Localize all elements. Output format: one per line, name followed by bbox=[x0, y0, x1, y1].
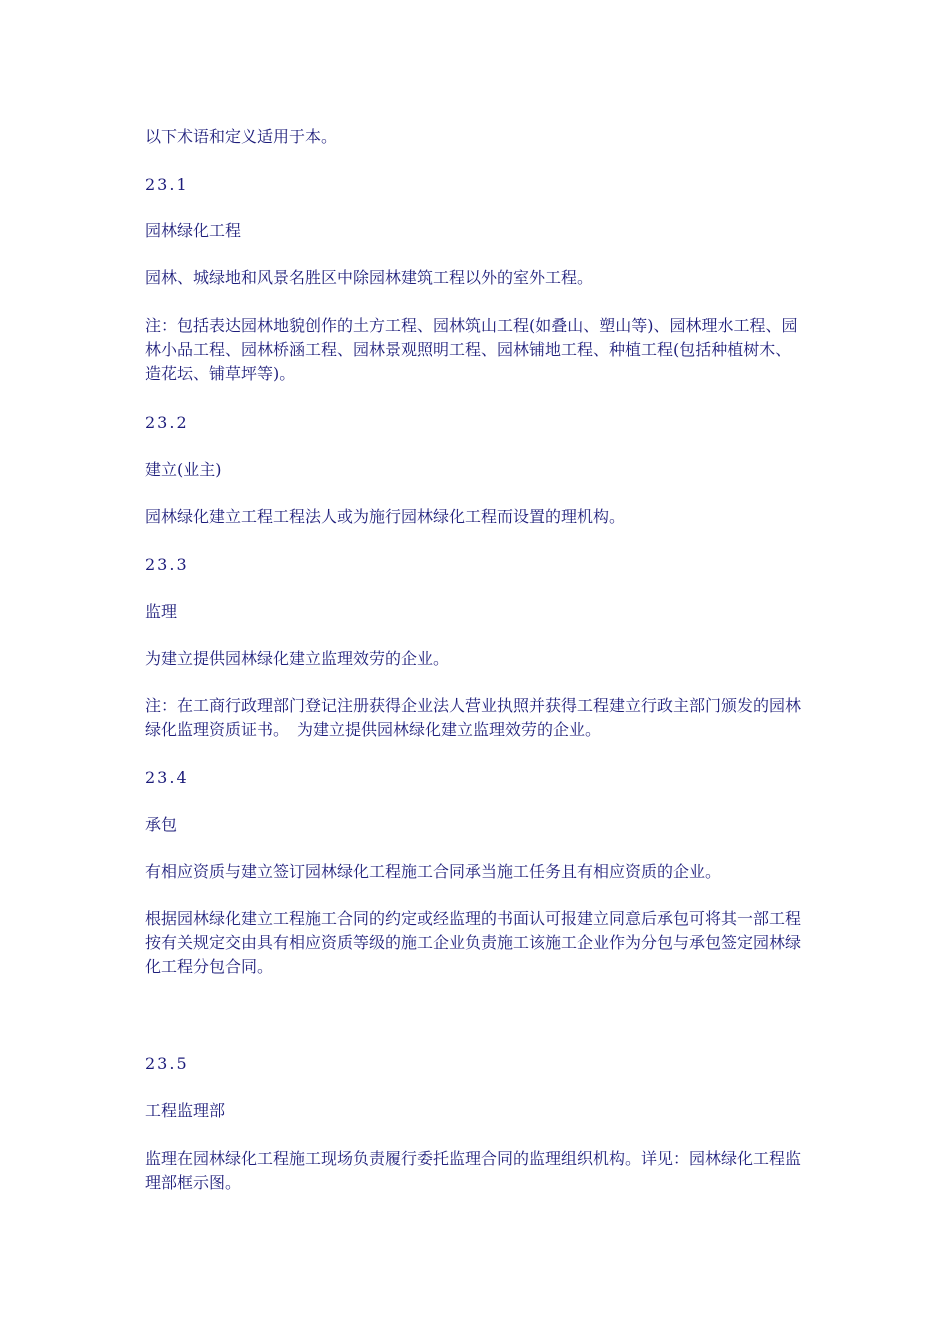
section-note: 注：包括表达园林地貌创作的土方工程、园林筑山工程(如叠山、塑山等)、园林理水工程、园林小品工程、园林桥涵工程、园林景观照明工程、园林铺地工程、种植工程(包括种植树木、造花坛、铺草坪等)。 bbox=[145, 316, 798, 383]
section-number: 23.1 bbox=[145, 175, 189, 194]
section-definition: 园林、城绿地和风景名胜区中除园林建筑工程以外的室外工程。 bbox=[145, 268, 594, 287]
section-term: 承包 bbox=[145, 815, 178, 834]
section-number: 23.5 bbox=[145, 1054, 189, 1073]
section-term: 建立(业主) bbox=[145, 460, 222, 479]
section-definition: 有相应资质与建立签订园林绿化工程施工合同承当施工任务且有相应资质的企业。 bbox=[145, 862, 722, 881]
section-term: 工程监理部 bbox=[145, 1101, 226, 1120]
section-definition: 园林绿化建立工程工程法人或为施行园林绿化工程而设置的理机构。 bbox=[145, 507, 626, 526]
intro-text: 以下术语和定义适用于本。 bbox=[145, 127, 338, 146]
section-number: 23.4 bbox=[145, 768, 189, 787]
section-definition: 监理在园林绿化工程施工现场负责履行委托监理合同的监理组织机构。详见：园林绿化工程监理部框示图。 bbox=[145, 1149, 802, 1192]
section-term: 监理 bbox=[145, 602, 178, 621]
section-number: 23.3 bbox=[145, 555, 189, 574]
section-definition: 为建立提供园林绿化建立监理效劳的企业。 bbox=[145, 649, 450, 668]
section-term: 园林绿化工程 bbox=[145, 221, 242, 240]
section-note: 根据园林绿化建立工程施工合同的约定或经监理的书面认可报建立同意后承包可将其一部工程按有关规定交由具有相应资质等级的施工企业负责施工该施工企业作为分包与承包签定园林绿化工程分包合同。 bbox=[145, 909, 802, 976]
section-note: 注：在工商行政理部门登记注册获得企业法人营业执照并获得工程建立行政主部门颁发的园林绿化监理资质证书。 为建立提供园林绿化建立监理效劳的企业。 bbox=[145, 696, 802, 739]
section-number: 23.2 bbox=[145, 413, 189, 432]
